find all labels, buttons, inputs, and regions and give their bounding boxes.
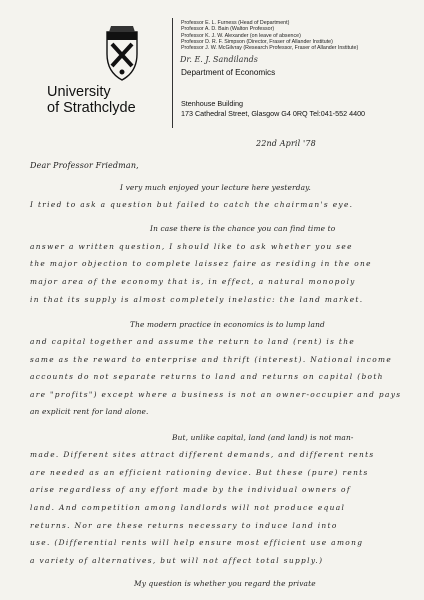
letter-line: arise regardless of any effort made by the individual owners of <box>30 485 351 494</box>
letter-line: are "profits") except where a business is not an owner-occupier and pays <box>30 390 402 399</box>
letter-line: the major objection to complete laissez faire as residing in the one <box>30 259 372 268</box>
letter-line: In case there is the chance you can find time to <box>150 224 336 233</box>
address-block <box>181 99 365 118</box>
letter-line: I tried to ask a question but failed to catch the chairman's eye. <box>30 200 354 209</box>
salutation: Dear Professor Friedman, <box>30 161 139 170</box>
letter-line: use. (Differential rents will help ensure most efficient use among <box>30 538 364 547</box>
letterhead-divider <box>172 18 173 128</box>
staff-entry: Professor D. R. F. Simpson (Director, Fraser of Allander Institute) <box>181 38 333 45</box>
letter-line: an explicit rent for land alone. <box>30 407 149 416</box>
address-line: 173 Cathedral Street, Glasgow G4 0RQ Tel:041-552 4400 <box>181 108 366 118</box>
letter-line: same as the reward to enterprise and thrift (interest). National income <box>30 355 393 364</box>
letter-line: a variety of alternatives, but will not affect total supply.) <box>30 556 324 565</box>
letter-line: are needed as an efficient rationing device. But these (pure) rents <box>30 468 369 477</box>
letter-line: made. Different sites attract different demands, and different rents <box>30 450 375 459</box>
university-name-line: of Strathclyde <box>47 100 136 116</box>
letter-line: answer a written question, I should like to ask whether you see <box>30 242 353 251</box>
address-line: Stenhouse Building <box>181 99 243 108</box>
staff-entry: Professor E. L. Furness (Head of Department) <box>181 20 290 26</box>
staff-list <box>181 20 421 51</box>
letter-line: My question is whether you regard the private <box>134 579 316 588</box>
letter-line: But, unlike capital, land (and land) is not man- <box>172 433 354 442</box>
staff-entry: Professor J. W. McGilvray (Research Professor, Fraser of Allander Institute) <box>181 45 359 52</box>
university-name-line: University <box>47 84 111 100</box>
letter-line: land. And competition among landlords will not produce equal <box>30 503 346 512</box>
letter-line: in that its supply is almost completely inelastic: the land market. <box>30 295 364 304</box>
university-crest-icon <box>103 22 141 82</box>
letter-line: major area of the economy that is, in effect, a natural monopoly <box>30 277 356 286</box>
department-name: Department of Economics <box>181 68 276 77</box>
letter-line: The modern practice in economics is to lump land <box>130 320 325 329</box>
staff-entry: Professor A. D. Bain (Walton Professor) <box>181 26 275 33</box>
university-name <box>47 84 177 116</box>
letter-line: returns. Nor are these returns necessary to induce land into <box>30 521 338 530</box>
letter-date: 22nd April '78 <box>256 139 316 148</box>
sender-name: Dr. E. J. Sandilands <box>180 55 258 64</box>
letter-line: I very much enjoyed your lecture here yesterday. <box>120 183 312 192</box>
staff-entry: Professor K. J. W. Alexander (on leave of absence) <box>181 32 301 39</box>
letter-line: accounts do not separate returns to land and returns on capital (both <box>30 372 384 381</box>
letter-line: and capital together and assume the return to land (rent) is the <box>30 337 356 346</box>
